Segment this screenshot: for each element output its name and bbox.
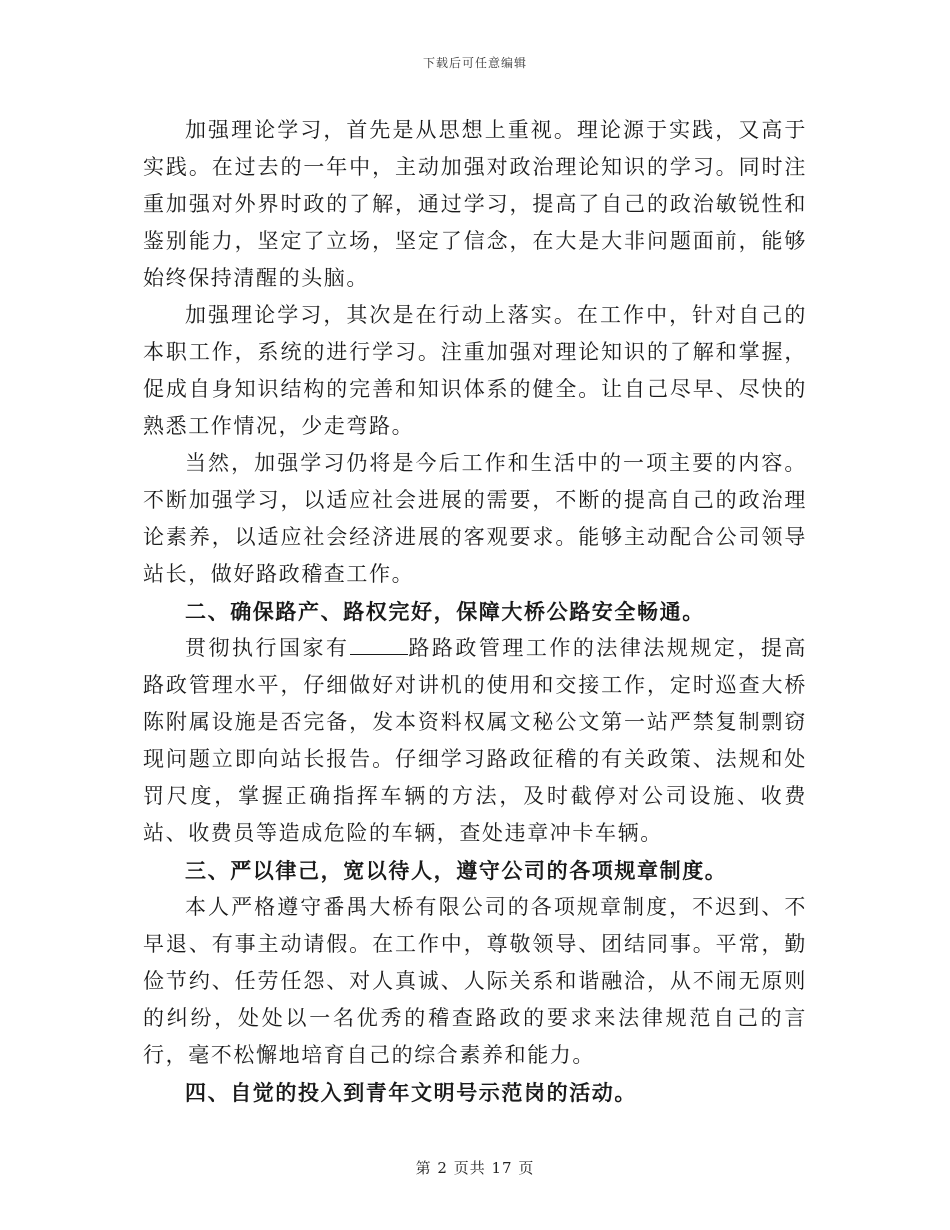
section-heading-4: 四、自觉的投入到青年文明号示范岗的活动。 bbox=[185, 1080, 637, 1105]
paragraph-road-administration-rest: 路路政管理工作的法律法规规定，提高路政管理水平，仔细做好对讲机的使用和交接工作，定时巡查大桥陈附属设施是否完备，发本资料权属文秘公文第一站严禁复制剽窃现问题立即向站长报告。仔细学习路政征稽的有关政策、法规和处罚尺度，掌握正确指挥车辆的方法，及时截停对公司设施、收费站、收费员等造成危险的车辆，查处违章冲卡车辆。 bbox=[143, 636, 807, 845]
document-body bbox=[143, 112, 807, 1111]
fill-in-blank bbox=[350, 636, 408, 655]
paragraph-theory-study-2: 加强理论学习，其次是在行动上落实。在工作中，针对自己的本职工作，系统的进行学习。注重加强对理论知识的了解和掌握，促成自身知识结构的完善和知识体系的健全。让自己尽早、尽快的熟悉工作情况，少走弯路。 bbox=[143, 303, 807, 438]
paragraph-road-administration bbox=[143, 630, 807, 852]
paragraph-theory-study-1: 加强理论学习，首先是从思想上重视。理论源于实践，又高于实践。在过去的一年中，主动加强对政治理论知识的学习。同时注重加强对外界时政的了解，通过学习，提高了自己的政治敏锐性和鉴别能力，坚定了立场，坚定了信念，在大是大非问题面前，能够始终保持清醒的头脑。 bbox=[143, 118, 807, 290]
paragraph-road-administration-start: 贯彻执行国家有 bbox=[185, 636, 350, 660]
section-heading-2: 二、确保路产、路权完好，保障大桥公路安全畅通。 bbox=[185, 599, 705, 624]
paragraph-discipline: 本人严格遵守番禺大桥有限公司的各项规章制度，不迟到、不早退、有事主动请假。在工作中，尊敬领导、团结同事。平常，勤俭节约、任劳任怨、对人真诚、人际关系和谐融洽，从不闹无原则的纠纷，处处以一名优秀的稽查路政的要求来法律规范自己的言行，毫不松懈地培育自己的综合素养和能力。 bbox=[143, 895, 807, 1067]
section-heading-3: 三、严以律己，宽以待人，遵守公司的各项规章制度。 bbox=[185, 858, 728, 883]
page-header: 下载后可任意编辑 bbox=[422, 56, 527, 70]
page-number-footer: 第 2 页共 17 页 bbox=[415, 1159, 535, 1177]
paragraph-continued-learning: 当然，加强学习仍将是今后工作和生活中的一项主要的内容。不断加强学习，以适应社会进展的需要，不断的提高自己的政治理论素养，以适应社会经济进展的客观要求。能够主动配合公司领导站长，做好路政稽查工作。 bbox=[143, 451, 807, 586]
